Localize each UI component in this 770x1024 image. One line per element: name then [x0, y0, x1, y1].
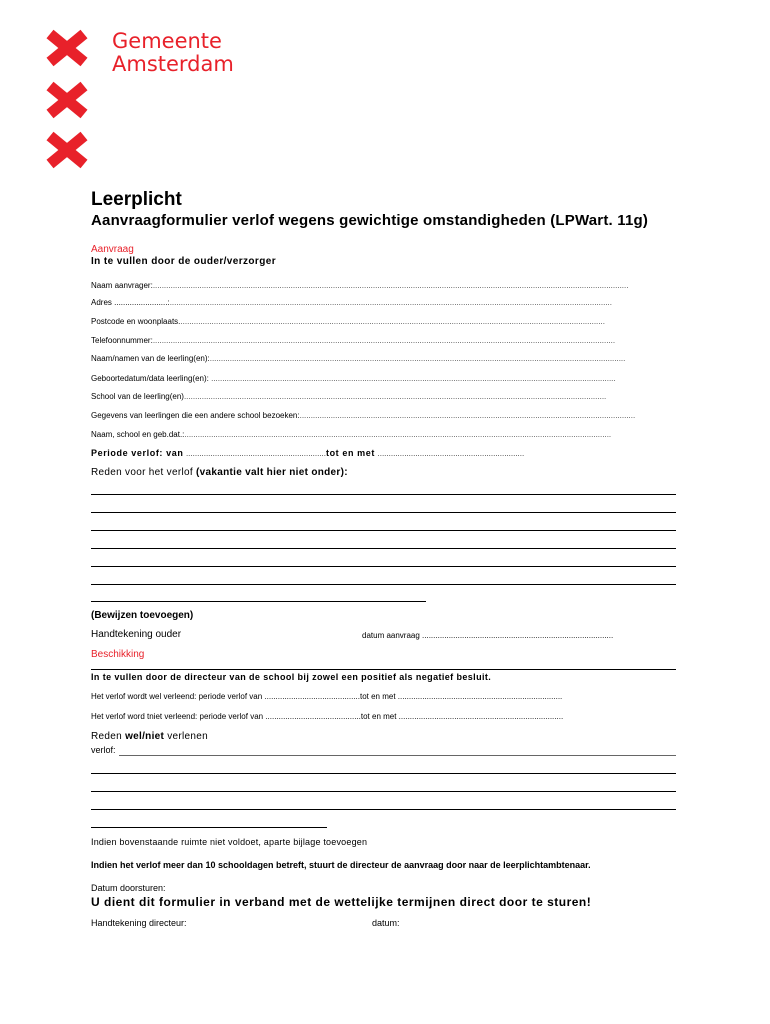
beschikking-instruction: In te vullen door de directeur van de school bij zowel een positief als negatief besluit. — [91, 672, 492, 682]
field-telefoonnummer[interactable] — [91, 336, 676, 345]
datum-doorsturen-label[interactable]: Datum doorsturen: — [91, 883, 166, 893]
page-title: Leerplicht — [91, 189, 182, 210]
field-label: Gegevens van leerlingen die een andere school bezoeken: — [91, 411, 300, 420]
beschikking-reden-heading — [91, 731, 208, 742]
periode-tot-dots: .................................................................. — [377, 449, 525, 458]
periode-label: Periode verlof: van — [91, 448, 184, 458]
field-dots: ................................................................................................................................................................................................ — [184, 430, 612, 439]
field-label: Naam aanvrager: — [91, 281, 153, 290]
field-verlof-verleend[interactable]: Het verlof wordt wel verleend: periode verlof van ...........................................tot en met .......................................................................... — [91, 692, 563, 701]
field-label: Adres ........................: — [91, 298, 170, 307]
aanvraag-instruction: In te vullen door de ouder/verzorger — [91, 256, 276, 267]
field-naam-school-gebdat[interactable] — [91, 430, 676, 439]
reden-label: Reden voor het verlof — [91, 467, 193, 478]
field-dots: ................................................................................................................................................................................................................ — [152, 336, 616, 345]
field-dots: .............................................................................................................................................................................................. — [183, 392, 607, 401]
section-divider — [91, 669, 676, 670]
field-naam-aanvrager[interactable] — [91, 281, 676, 290]
cross-icon — [42, 80, 92, 120]
ruimte-note: Indien bovenstaande ruimte niet voldoet, aparte bijlage toevoegen — [91, 837, 368, 847]
wel-niet-word: wel/niet — [125, 731, 165, 742]
field-school-leerling[interactable] — [91, 392, 676, 401]
field-label: Naam/namen van de leerling(en): — [91, 354, 210, 363]
logo-line-2: Amsterdam — [112, 52, 234, 76]
reden-line[interactable] — [91, 584, 676, 585]
reden-line-short[interactable] — [91, 601, 426, 602]
verlof-line[interactable] — [119, 755, 676, 756]
field-label: Naam, school en geb.dat.: — [91, 430, 185, 439]
field-dots: ...................................................................................................................................................................................................................... — [152, 281, 629, 290]
bewijzen-note: (Bewijzen toevoegen) — [91, 610, 194, 621]
field-adres[interactable] — [91, 298, 676, 307]
verlof-line[interactable] — [91, 773, 676, 774]
reden-line[interactable] — [91, 512, 676, 513]
datum-aanvraag-field[interactable]: datum aanvraag ...................................................................................... — [362, 631, 614, 640]
periode-verlof-row[interactable] — [91, 448, 676, 458]
verlof-label: verlof: — [91, 745, 116, 755]
field-andere-school[interactable] — [91, 411, 676, 420]
page-subtitle: Aanvraagformulier verlof wegens gewichtige omstandigheden (LPWart. 11g) — [91, 212, 649, 229]
field-label: Postcode en woonplaats. — [91, 317, 181, 326]
cross-icon — [42, 28, 92, 68]
verlof-line-short[interactable] — [91, 827, 327, 828]
field-geboortedatum[interactable] — [91, 374, 676, 383]
reden-heading — [91, 467, 348, 478]
datum-label[interactable]: datum: — [372, 918, 400, 928]
handtekening-directeur-label[interactable]: Handtekening directeur: — [91, 918, 187, 928]
field-verlof-niet-verleend[interactable]: Het verlof word tniet verleend: periode verlof van ...........................................tot en met .......................................................................... — [91, 712, 564, 721]
reden-line[interactable] — [91, 530, 676, 531]
logo-line-1: Gemeente — [112, 29, 222, 53]
verlof-line[interactable] — [91, 791, 676, 792]
field-dots: ...................................................................................................................................................................................... — [208, 374, 616, 383]
verlenen-word: verlenen — [167, 731, 208, 742]
field-postcode-woonplaats[interactable] — [91, 317, 676, 326]
field-dots: ........................................................................................................................................................................................... — [209, 354, 626, 363]
reden-line[interactable] — [91, 548, 676, 549]
periode-van-dots: ............................................................... — [185, 449, 326, 458]
verlof-line[interactable] — [91, 809, 676, 810]
section-heading-beschikking: Beschikking — [91, 649, 145, 660]
field-dots: ....................................................................................................................................................... — [299, 411, 636, 420]
field-label: Telefoonnummer: — [91, 336, 153, 345]
field-dots: ....................................................................................................................................................................................................... — [169, 298, 612, 307]
field-dots: ............................................................................................................................................................................................... — [180, 317, 605, 326]
cross-icon — [42, 130, 92, 170]
reden-word: Reden — [91, 731, 122, 742]
handtekening-ouder-label[interactable]: Handtekening ouder — [91, 629, 182, 640]
periode-tot-label: tot en met — [325, 448, 375, 458]
tien-dagen-note: Indien het verlof meer dan 10 schooldagen betreft, stuurt de directeur de aanvraag door naar de leerplichtambtenaar. — [91, 860, 591, 870]
section-heading-aanvraag: Aanvraag — [91, 244, 134, 255]
field-label: School van de leerling(en) — [91, 392, 184, 401]
field-naam-leerling[interactable] — [91, 354, 676, 363]
reden-line[interactable] — [91, 566, 676, 567]
reden-note: (vakantie valt hier niet onder): — [196, 467, 348, 478]
field-label: Geboortedatum/data leerling(en): — [91, 374, 209, 383]
termijnen-warning: U dient dit formulier in verband met de wettelijke termijnen direct door te sturen! — [91, 895, 592, 909]
reden-line[interactable] — [91, 494, 676, 495]
logo-wordmark — [112, 30, 234, 76]
